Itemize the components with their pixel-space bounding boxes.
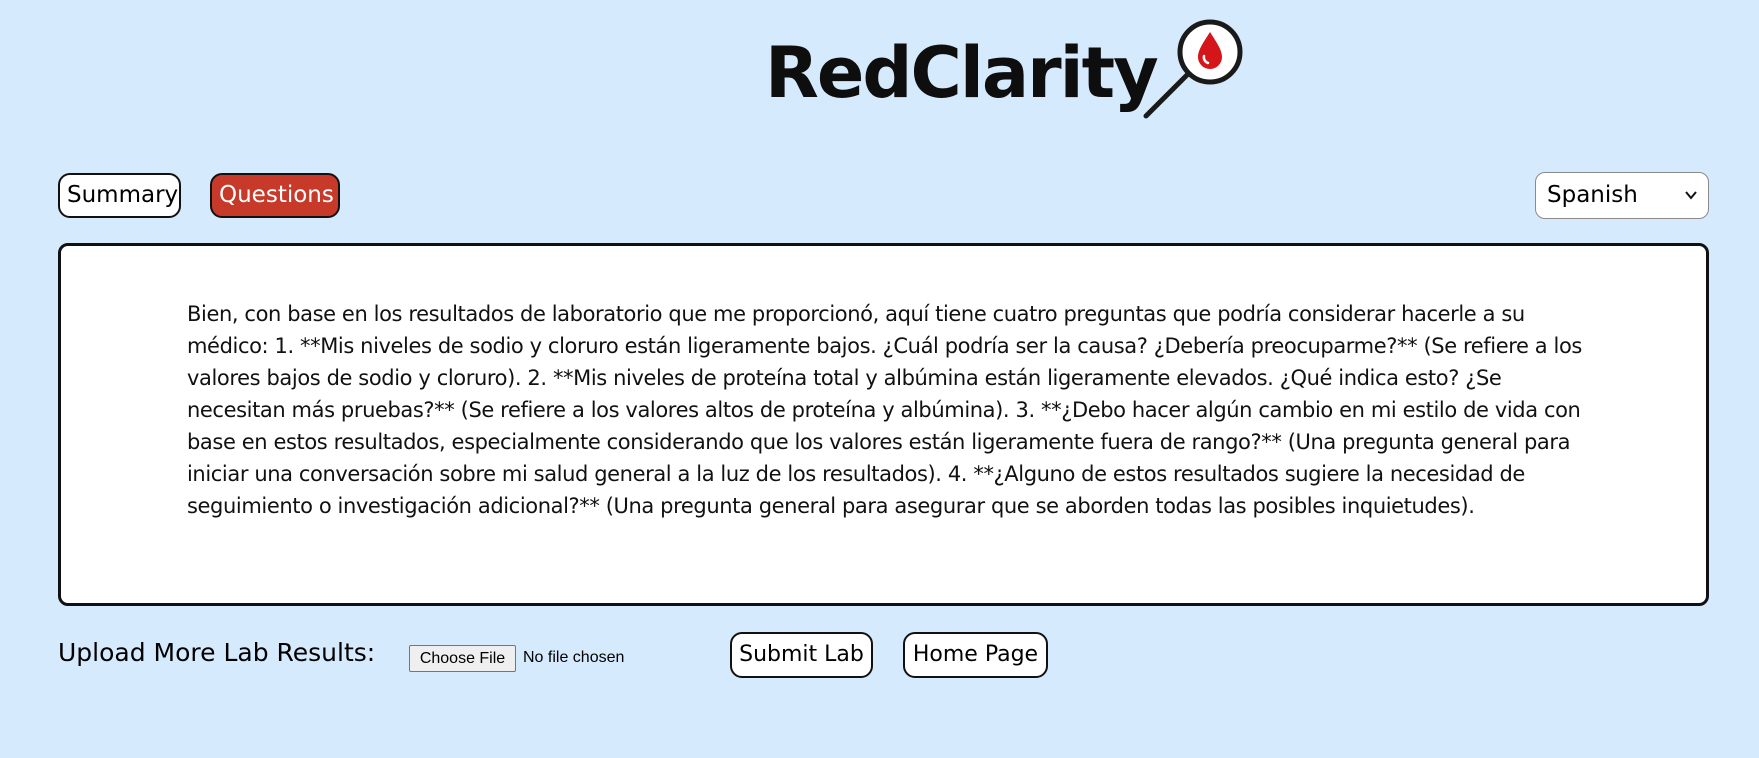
tab-summary[interactable]: Summary (58, 173, 181, 218)
submit-lab-button[interactable]: Submit Lab (730, 632, 873, 678)
language-select[interactable] (1535, 172, 1709, 219)
home-page-button[interactable]: Home Page (903, 632, 1048, 678)
upload-label: Upload More Lab Results: (58, 638, 376, 667)
language-select-value: Spanish (1547, 182, 1638, 208)
app-title: RedClarity (765, 32, 1157, 114)
choose-file-button[interactable]: Choose File (409, 645, 516, 672)
file-status: No file chosen (523, 649, 625, 666)
tab-questions[interactable]: Questions (210, 173, 340, 218)
questions-text: Bien, con base en los resultados de laboratorio que me proporcionó, aquí tiene cuatro preguntas que podría considerar hacerle a su médico: 1. **Mis niveles de sodio y cloruro están ligeramente bajos. ¿Cuál podría ser la causa? ¿Debería preocuparme?** (Se refiere a los valores bajos de sodio y cloruro). 2. **Mis niveles de proteína total y albúmina están ligeramente elevados. ¿Qué indica esto? ¿Se necesitan más pruebas?** (Se refiere a los valores altos de proteína y albúmina). 3. **¿Debo hacer algún cambio en mi estilo de vida con base en estos resultados, especialmente considerando que los valores están ligeramente fuera de rango?** (Una pregunta general para iniciar una conversación sobre mi salud general a la luz de los resultados). 4. **¿Alguno de estos resultados sugiere la necesidad de seguimiento o investigación adicional?** (Una pregunta general para asegurar que se aborden todas las posibles inquietudes). (187, 302, 1582, 518)
chevron-down-icon (1684, 173, 1698, 237)
questions-panel (58, 243, 1709, 606)
magnifier-blood-drop-icon (1140, 18, 1256, 134)
app-header (760, 18, 1260, 133)
